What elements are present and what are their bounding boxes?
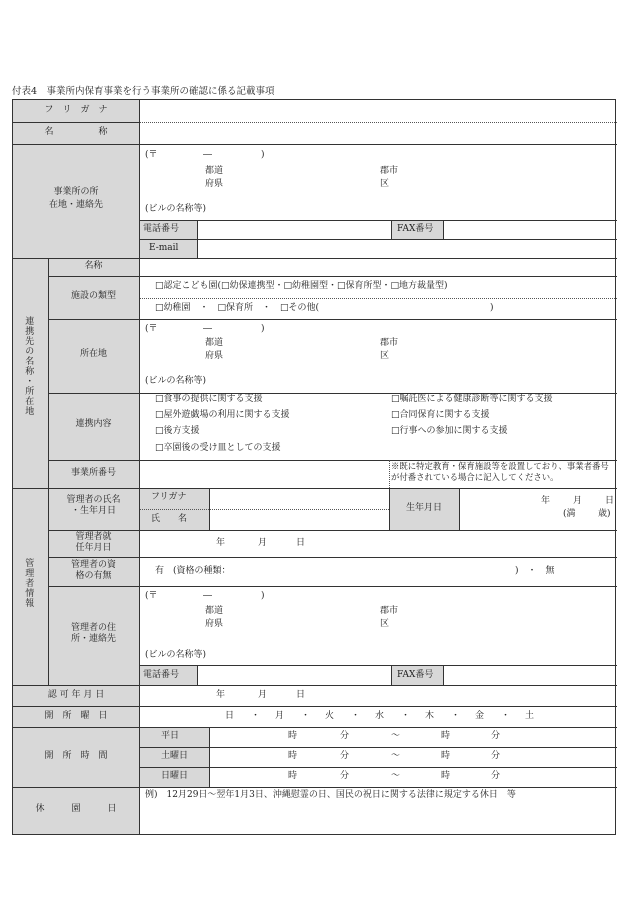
approval-date-cell bbox=[13, 685, 139, 706]
partner-ku: 区 bbox=[380, 351, 390, 361]
birth-age-open: (満 bbox=[563, 509, 576, 519]
hours-sunday-label: 日曜日 bbox=[161, 771, 189, 781]
partner-postal-close: ) bbox=[261, 324, 265, 334]
furigana-label-cell bbox=[13, 100, 139, 122]
office-postal-prefix: (〒 bbox=[145, 150, 158, 160]
partner-location-label: 所在地 bbox=[79, 349, 107, 359]
confirmation-form bbox=[12, 99, 616, 835]
partner-building: (ビルの名称等) bbox=[145, 376, 207, 386]
hours-tilde: ～ bbox=[391, 751, 401, 761]
manager-qual-cell bbox=[48, 557, 139, 586]
office-number-note: ※既に特定教育・保育施設等を設置しており、事業者番号が付番されている場合に記入してください。 bbox=[391, 461, 609, 482]
coop-item: □食事の提供に関する支援 bbox=[155, 394, 263, 404]
partner-todo: 都道 bbox=[205, 338, 224, 348]
partner-location-cell bbox=[48, 319, 139, 393]
manager-postal-prefix: (〒 bbox=[145, 591, 158, 601]
office-building: (ビルの名称等) bbox=[145, 204, 207, 214]
manager-todo: 都道 bbox=[205, 606, 224, 616]
weekday-label: 水 bbox=[375, 711, 385, 721]
holidays-label: 休 園 日 bbox=[35, 804, 117, 814]
furigana-label: フ リ ガ ナ bbox=[44, 105, 108, 115]
partner-fuken: 府県 bbox=[205, 351, 224, 361]
start-year: 年 bbox=[216, 538, 226, 548]
coop-item: □卒園後の受け皿としての支援 bbox=[155, 443, 281, 453]
hours-end-minute: 分 bbox=[491, 771, 501, 781]
open-hours-cell bbox=[13, 727, 139, 787]
email-label: E-mail bbox=[149, 243, 179, 253]
hours-end-minute: 分 bbox=[491, 751, 501, 761]
manager-fax-label: FAX番号 bbox=[397, 670, 434, 680]
coop-item: □合同保育に関する支援 bbox=[391, 410, 490, 420]
hours-tilde: ～ bbox=[391, 771, 401, 781]
manager-furigana-label: フリガナ bbox=[151, 492, 187, 502]
holidays-cell bbox=[13, 787, 139, 834]
birth-day: 日 bbox=[605, 496, 615, 506]
coop-content-cell bbox=[48, 393, 139, 460]
hours-start-hour: 時 bbox=[288, 751, 298, 761]
hours-end-hour: 時 bbox=[441, 771, 451, 781]
partner-section-label: 連携先の名称・所在地 bbox=[23, 316, 34, 416]
weekday-separator: ・ bbox=[251, 711, 261, 721]
office-postal-dash: ― bbox=[203, 150, 212, 160]
qual-close: ) ・ 無 bbox=[515, 566, 555, 576]
facility-type-label: 施設の類型 bbox=[70, 291, 116, 301]
weekday-label: 金 bbox=[475, 711, 485, 721]
manager-gunshi: 郡市 bbox=[380, 606, 399, 616]
manager-section-label: 管理者情報 bbox=[23, 558, 34, 608]
manager-qual-label: 管理者の資 格の有無 bbox=[70, 560, 116, 582]
weekday-separator: ・ bbox=[351, 711, 361, 721]
form-caption: 付表4 事業所内保育事業を行う事業所の確認に係る記載事項 bbox=[12, 86, 275, 97]
approval-date-label: 認 可 年 月 日 bbox=[47, 690, 105, 700]
open-days-cell bbox=[13, 706, 139, 727]
facility-type-line2: □幼稚園 ・ □保育所 ・ □その他( ) bbox=[155, 303, 494, 313]
location-label: 事業所の所 在地・連絡先 bbox=[48, 187, 103, 211]
hours-start-minute: 分 bbox=[340, 751, 350, 761]
name-label-cell bbox=[13, 122, 139, 144]
manager-start-label: 管理者就 任年月日 bbox=[75, 532, 112, 554]
birth-age-close: 歳) bbox=[598, 509, 611, 519]
hours-day-label-cell bbox=[139, 727, 209, 787]
partner-name-label: 名称 bbox=[84, 261, 103, 271]
coop-item: □行事への参加に関する支援 bbox=[391, 426, 508, 436]
weekday-separator: ・ bbox=[501, 711, 511, 721]
birth-year: 年 bbox=[541, 496, 551, 506]
fax-label-cell bbox=[391, 220, 443, 239]
weekday-label: 月 bbox=[275, 711, 285, 721]
coop-item: □嘱託医による健康診断等に関する支援 bbox=[391, 394, 553, 404]
weekday-separator: ・ bbox=[301, 711, 311, 721]
hours-tilde: ～ bbox=[391, 731, 401, 741]
manager-postal-close: ) bbox=[261, 591, 265, 601]
manager-postal-dash: ― bbox=[203, 591, 212, 601]
open-days-label: 開 所 曜 日 bbox=[44, 711, 108, 721]
approval-month: 月 bbox=[258, 690, 268, 700]
phone-label-cell bbox=[139, 220, 197, 239]
weekday-label: 土 bbox=[525, 711, 535, 721]
office-number-cell bbox=[48, 460, 139, 488]
birth-month: 月 bbox=[573, 496, 583, 506]
office-number-label: 事業所番号 bbox=[70, 468, 116, 478]
weekday-label: 火 bbox=[325, 711, 335, 721]
hours-end-hour: 時 bbox=[441, 731, 451, 741]
manager-phone-label-cell bbox=[139, 665, 197, 685]
name-label: 名 称 bbox=[44, 127, 108, 137]
office-gunshi: 郡市 bbox=[380, 166, 399, 176]
manager-fuken: 府県 bbox=[205, 619, 224, 629]
manager-phone-label: 電話番号 bbox=[143, 670, 180, 680]
holiday-example: 例) 12月29日～翌年1月3日、沖縄慰霊の日、国民の祝日に関する法律に規定する休日 等 bbox=[145, 790, 516, 800]
phone-label: 電話番号 bbox=[143, 224, 180, 234]
hours-weekday-label: 平日 bbox=[161, 731, 180, 741]
hours-start-minute: 分 bbox=[340, 771, 350, 781]
email-label-cell bbox=[139, 239, 197, 258]
manager-name-label: 管理者の氏名 ・生年月日 bbox=[66, 495, 121, 517]
hours-saturday-label: 土曜日 bbox=[161, 751, 189, 761]
partner-postal-dash: ― bbox=[203, 324, 212, 334]
manager-shimei-label: 氏 名 bbox=[151, 514, 188, 524]
start-day: 日 bbox=[296, 538, 306, 548]
birth-date-label: 生年月日 bbox=[405, 503, 442, 513]
manager-ku: 区 bbox=[380, 619, 390, 629]
manager-name-cell bbox=[48, 488, 139, 530]
birth-date-cell bbox=[389, 488, 459, 530]
office-ku: 区 bbox=[380, 179, 390, 189]
fax-label: FAX番号 bbox=[397, 224, 434, 234]
weekday-separator: ・ bbox=[451, 711, 461, 721]
weekday-label: 日 bbox=[225, 711, 235, 721]
manager-address-label: 管理者の住 所・連絡先 bbox=[70, 623, 116, 645]
start-month: 月 bbox=[258, 538, 268, 548]
qual-yes: 有 (資格の種類： bbox=[155, 566, 231, 576]
weekday-separator: ・ bbox=[401, 711, 411, 721]
office-postal-close: ) bbox=[261, 150, 265, 160]
hours-end-minute: 分 bbox=[491, 731, 501, 741]
hours-start-hour: 時 bbox=[288, 771, 298, 781]
manager-start-cell bbox=[48, 530, 139, 557]
weekday-label: 木 bbox=[425, 711, 435, 721]
manager-address-cell bbox=[48, 586, 139, 685]
open-hours-label: 開 所 時 間 bbox=[44, 751, 108, 761]
approval-year: 年 bbox=[216, 690, 226, 700]
partner-gunshi: 郡市 bbox=[380, 338, 399, 348]
office-fuken: 府県 bbox=[205, 179, 224, 189]
coop-content-label: 連携内容 bbox=[75, 419, 112, 429]
facility-type-cell bbox=[48, 276, 139, 319]
manager-section-cell bbox=[13, 488, 48, 685]
partner-name-cell bbox=[48, 258, 139, 276]
hours-end-hour: 時 bbox=[441, 751, 451, 761]
hours-start-hour: 時 bbox=[288, 731, 298, 741]
location-label-cell bbox=[13, 144, 139, 258]
hours-start-minute: 分 bbox=[340, 731, 350, 741]
coop-item: □屋外遊戯場の利用に関する支援 bbox=[155, 410, 290, 420]
partner-postal-prefix: (〒 bbox=[145, 324, 158, 334]
manager-building: (ビルの名称等) bbox=[145, 650, 207, 660]
partner-section-cell bbox=[13, 258, 48, 488]
office-todo: 都道 bbox=[205, 166, 224, 176]
approval-day: 日 bbox=[296, 690, 306, 700]
manager-fax-label-cell bbox=[391, 665, 443, 685]
coop-item: □後方支援 bbox=[155, 426, 200, 436]
facility-type-line1: □認定こども園(□幼保連携型・□幼稚園型・□保育所型・□地方裁量型) bbox=[155, 281, 448, 291]
